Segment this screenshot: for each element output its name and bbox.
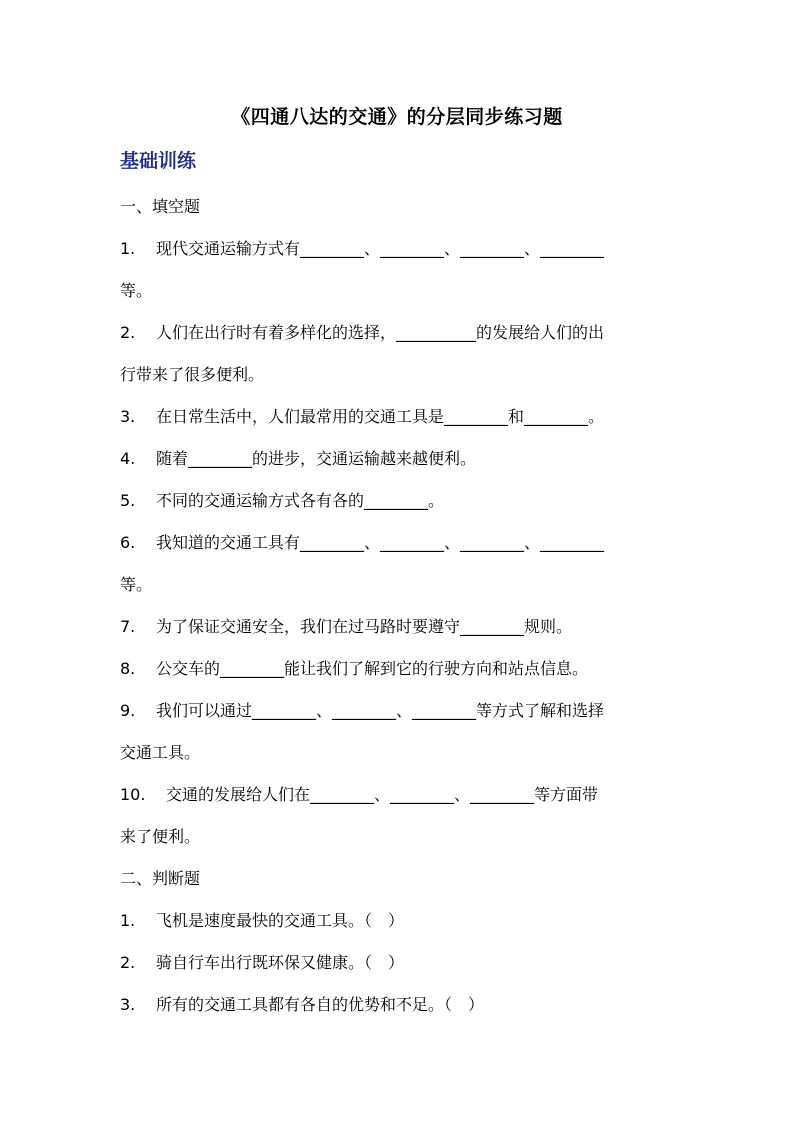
question-number: 1.: [120, 911, 136, 930]
question-number: 9.: [120, 701, 136, 720]
fill-in-question-1: [120, 228, 680, 270]
question-text: 骑自行车出行既环保又健康。（ ）: [156, 953, 405, 972]
fill-in-question-9: [120, 690, 680, 732]
question-text: 我们可以通过________、________、________等方式了解和选择: [156, 701, 605, 720]
fill-in-question-6-continuation: 等。: [120, 575, 153, 594]
question-text: 为了保证交通安全，我们在过马路时要遵守________规则。: [156, 617, 573, 636]
question-text: 随着________的进步，交通运输越来越便利。: [156, 449, 477, 468]
fill-in-question-2-continuation: 行带来了很多便利。: [120, 365, 265, 384]
question-text: 现代交通运输方式有________、________、________、________: [156, 239, 605, 258]
judgment-question-2: [120, 942, 680, 984]
question-number: 3.: [120, 407, 136, 426]
fill-in-question-6: [120, 522, 680, 564]
question-number: 6.: [120, 533, 136, 552]
question-number: 1.: [120, 239, 136, 258]
question-number: 5.: [120, 491, 136, 510]
question-text: 在日常生活中，人们最常用的交通工具是________和________。: [156, 407, 605, 426]
question-number: 3.: [120, 995, 136, 1014]
fill-in-heading: 一、填空题: [120, 197, 201, 216]
question-number: 8.: [120, 659, 136, 678]
judgment-question-3: [120, 984, 680, 1026]
fill-in-question-2: [120, 312, 680, 354]
question-text: 所有的交通工具都有各自的优势和不足。（ ）: [156, 995, 485, 1014]
question-number: 4.: [120, 449, 136, 468]
question-text: 人们在出行时有着多样化的选择，__________的发展给人们的出: [156, 323, 605, 342]
question-text: 我知道的交通工具有________、________、________、________: [156, 533, 605, 552]
question-number: 2.: [120, 953, 136, 972]
fill-in-question-4: [120, 438, 680, 480]
question-number: 10.: [120, 785, 146, 804]
question-text: 公交车的________能让我们了解到它的行驶方向和站点信息。: [156, 659, 589, 678]
question-text: 不同的交通运输方式各有各的________。: [156, 491, 445, 510]
fill-in-question-3: [120, 396, 680, 438]
section-heading-basic-training: 基础训练: [120, 150, 197, 172]
question-number: 7.: [120, 617, 136, 636]
fill-in-question-10: [120, 774, 680, 816]
judgment-question-1: [120, 900, 680, 942]
question-text: 飞机是速度最快的交通工具。（ ）: [156, 911, 405, 930]
fill-in-question-10-continuation: 来了便利。: [120, 827, 201, 846]
fill-in-question-7: [120, 606, 680, 648]
question-text: 交通的发展给人们在________、________、________等方面带: [166, 785, 599, 804]
worksheet-body: [120, 186, 680, 1026]
judgment-heading: 二、判断题: [120, 869, 201, 888]
document-title: 《四通八达的交通》的分层同步练习题: [231, 106, 563, 128]
fill-in-question-9-continuation: 交通工具。: [120, 743, 201, 762]
question-number: 2.: [120, 323, 136, 342]
fill-in-question-1-continuation: 等。: [120, 281, 153, 300]
fill-in-question-8: [120, 648, 680, 690]
fill-in-question-5: [120, 480, 680, 522]
